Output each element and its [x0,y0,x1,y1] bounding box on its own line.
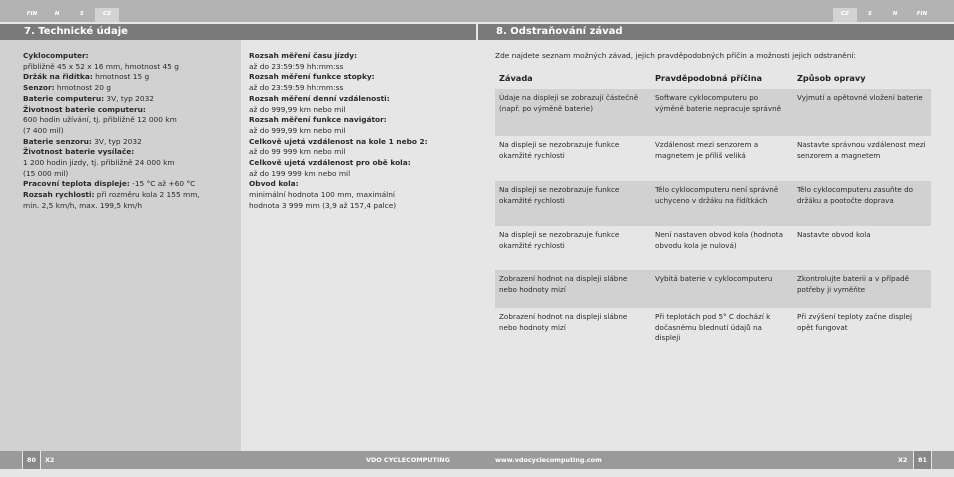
spec-label: Celkově ujetá vzdálenost na kole 1 nebo 2: [249,136,428,146]
lang-tab-fin: FIN [916,11,928,17]
spec-value: až do 23:59:59 hh:mm:ss [249,61,344,71]
top-bar-right [477,0,954,22]
spec-label: Rozsah měření času jízdy: [249,51,358,60]
footer-divider [40,451,41,469]
spec-value: -15 °C až +60 °C [129,179,196,189]
footer-url[interactable]: www.vdocyclecomputing.com [495,456,602,464]
lang-tab-s: S [80,11,84,17]
spec-line [23,105,238,116]
spec-line [249,51,471,62]
spec-line [249,190,471,201]
top-bar-left [0,0,477,22]
lang-tab-n: N [54,11,60,17]
spec-line [23,51,238,62]
footer-brand: VDO CYCLECOMPUTING [366,456,450,464]
spec-value: hodnota 3 999 mm (3,9 až 157,4 palce) [249,200,397,210]
cell-fix: Tělo cyklocomputeru zasuňte do držáku a pootočte doprava [797,185,914,205]
spec-label: Rozsah měření funkce navigátor: [249,115,387,125]
troubleshooting-intro: Zde najdete seznam možných závad, jejich pravděpodobných příčin a možnosti jejich odstranění: [495,51,856,60]
specs-column-1 [23,51,238,212]
spec-line [249,169,471,180]
spec-label: Životnost baterie computeru: [23,104,146,114]
spec-line [249,94,471,105]
spec-value: min. 2,5 km/h, max. 199,5 km/h [23,200,143,210]
spec-line [23,190,238,201]
cell-fault: Zobrazení hodnot na displeji slábne nebo hodnoty mizí [499,274,628,294]
spec-label: Držák na řidítka: [23,72,93,82]
page-number-right: 81 [914,451,931,469]
spec-value: přibližně 45 x 52 x 16 mm, hmotnost 45 g [23,61,179,71]
lang-tab-n: N [892,11,898,17]
spec-label: Baterie senzoru: [23,136,92,146]
spec-label: Životnost baterie vysílače: [23,147,135,157]
spec-line [23,201,238,212]
footer-right [477,451,954,469]
spec-line [249,72,471,83]
cell-fix: Vyjmutí a opětovné vložení baterie [797,93,923,102]
spec-line [23,126,238,137]
spec-value: hmotnost 20 g [54,83,111,93]
spec-label: Cyklocomputer: [23,51,89,60]
spec-line [249,62,471,73]
spec-value: až do 199 999 km nebo mil [249,168,351,178]
cell-cause: Vzdálenost mezi senzorem a magnetem je příliš veliká [655,140,759,160]
table-row [495,270,931,308]
footer-model-left: X2 [45,456,55,464]
footer-model-right: X2 [898,456,908,464]
spec-label: Senzor: [23,83,55,93]
spec-line [23,83,238,94]
footer-left [0,451,477,469]
spec-line [249,158,471,169]
spec-value: 1 200 hodin jízdy, tj. přibližně 24 000 km [23,158,175,168]
header-fix: Způsob opravy [797,73,866,83]
section-title-troubleshooting: 8. Odstraňování závad [478,24,954,40]
spec-label: Pracovní teplota displeje: [23,179,130,189]
cell-fix: Zkontrolujte baterii a v případě potřeby ji vyměňte [797,274,910,294]
table-row [495,89,931,136]
table-row [495,136,931,181]
spec-line [23,158,238,169]
spec-label: Celkově ujetá vzdálenost pro obě kola: [249,158,411,168]
spec-line [249,179,471,190]
spec-label: Rozsah měření denní vzdálenosti: [249,93,390,103]
spec-line [249,137,471,148]
spec-line [23,115,238,126]
cell-cause: Není nastaven obvod kola (hodnota obvodu kola je nulová) [655,230,784,250]
spec-value: až do 999,99 km nebo mil [249,104,346,114]
lang-tab-cz: CZ [833,8,857,22]
footer-divider [931,451,932,469]
table-row [495,226,931,270]
cell-cause: Tělo cyklocomputeru není správně uchyceno v držáku na řídítkách [655,185,779,205]
spec-value: 3V, typ 2032 [91,136,142,146]
spec-line [23,179,238,190]
spec-label: Baterie computeru: [23,93,105,103]
spec-value: při rozměru kola 2 155 mm, [94,190,200,200]
table-row [495,308,931,348]
bottom-strip [0,469,954,477]
lang-tab-fin: FIN [26,11,38,17]
spec-line [249,201,471,212]
cell-cause: Vybitá baterie v cyklocomputeru [655,274,773,283]
spec-value: hmotnost 15 g [92,72,150,82]
table-header [495,67,931,89]
spec-line [23,72,238,83]
cell-fix: Při zvýšení teploty začne displej opět fungovat [797,312,912,332]
cell-fault: Na displeji se nezobrazuje funkce okamžité rychlosti [499,140,620,160]
cell-fault: Na displeji se nezobrazuje funkce okamžité rychlosti [499,230,620,250]
lang-tab-cz: CZ [95,8,119,22]
spec-value: až do 23:59:59 hh:mm:ss [249,83,344,93]
spec-line [23,62,238,73]
spec-value: (7 400 mil) [23,125,64,135]
spec-line [249,105,471,116]
spec-value: (15 000 mil) [23,168,69,178]
spec-label: Rozsah rychlosti: [23,190,95,200]
spec-label: Obvod kola: [249,179,299,189]
spec-line [249,83,471,94]
spec-line [249,147,471,158]
lang-tab-s: S [868,11,872,17]
cell-cause: Při teplotách pod 5° C dochází k dočasnému blednutí údajů na displeji [655,312,771,343]
spec-label: Rozsah měření funkce stopky: [249,72,375,82]
specs-column-2 [249,51,471,212]
spec-value: 600 hodin užívání, tj. přibližně 12 000 km [23,115,177,125]
spec-line [23,94,238,105]
cell-fault: Zobrazení hodnot na displeji slábne nebo hodnoty mizí [499,312,628,332]
spec-value: až do 999,99 km nebo mil [249,125,346,135]
page-number-left: 80 [23,451,40,469]
spec-value: 3V, typ 2032 [104,93,154,103]
header-cause: Pravděpodobná příčina [655,73,763,83]
cell-fix: Nastavte správnou vzdálenost mezi senzorem a magnetem [797,140,926,160]
spec-value: minimální hodnota 100 mm, maximální [249,190,395,200]
table-row [495,181,931,226]
spec-line [23,137,238,148]
section-title-technical-data: 7. Technické údaje [0,24,476,40]
cell-fault: Na displeji se nezobrazuje funkce okamžité rychlosti [499,185,620,205]
spec-value: až do 99 999 km nebo mil [249,147,346,157]
cell-fix: Nastavte obvod kola [797,230,871,239]
spec-line [249,126,471,137]
page-gutter [477,22,478,451]
spec-line [249,115,471,126]
spec-line [23,147,238,158]
spec-line [23,169,238,180]
cell-cause: Software cyklocomputeru po výměně baterie nepracuje správně [655,93,782,113]
troubleshooting-table [495,67,931,348]
header-fault: Závada [499,73,533,83]
cell-fault: Údaje na displeji se zobrazují částečně (např. po výměně baterie) [499,93,639,113]
